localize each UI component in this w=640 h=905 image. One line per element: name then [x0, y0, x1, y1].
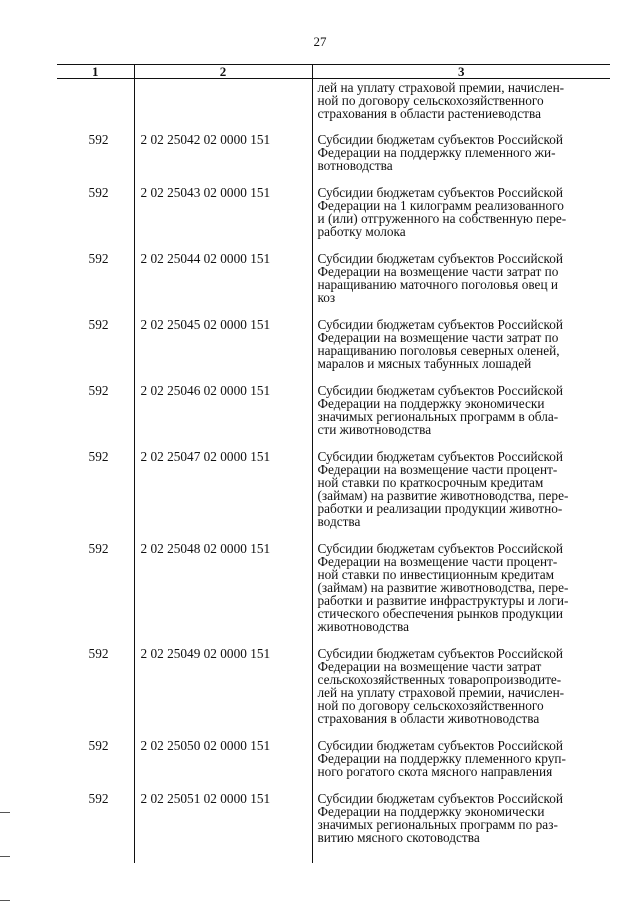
description-line: Субсидии бюджетам субъектов Российской	[317, 646, 564, 661]
continuation-code-cell	[57, 79, 134, 131]
description-line: значимых региональных программ в обла-	[317, 409, 559, 424]
description-line: ной ставки по краткосрочным кредитам	[317, 475, 544, 490]
table-row	[57, 315, 610, 381]
description-line: работки и реализации продукции животно-	[317, 501, 563, 516]
admin-code-cell: 592	[88, 132, 109, 147]
description-line: лей на уплату страховой премии, начислен-	[317, 685, 565, 700]
revenue-description-cell	[312, 315, 610, 381]
description-line: наращиванию поголовья северных оленей,	[317, 343, 560, 358]
description-line: маралов и мясных табунных лошадей	[317, 356, 532, 371]
column-header-3: 3	[312, 65, 610, 79]
description-line: сти животноводства	[317, 422, 432, 437]
description-line: Субсидии бюджетам субъектов Российской	[317, 541, 564, 556]
admin-code-cell: 592	[88, 185, 109, 200]
continuation-description	[312, 79, 610, 131]
description-line: сельскохозяйственных товаропроизводите-	[317, 672, 562, 687]
table-row	[57, 789, 610, 863]
description-line: работку молока	[317, 224, 406, 239]
budget-classification-code-cell: 2 02 25047 02 0000 151	[134, 447, 312, 539]
table-row	[57, 736, 610, 789]
description-line: значимых региональных программ по раз-	[317, 817, 558, 832]
budget-classification-code-cell: 2 02 25045 02 0000 151	[134, 315, 312, 381]
description-line: Федерации на возмещение части процент-	[317, 462, 558, 477]
table-row	[57, 130, 610, 183]
budget-classification-code-cell: 2 02 25044 02 0000 151	[134, 249, 312, 315]
description-line: Федерации на возмещение части затрат	[317, 659, 542, 674]
description-line: водства	[317, 514, 361, 529]
revenue-description-cell	[312, 381, 610, 447]
budget-classification-code-cell: 2 02 25051 02 0000 151	[134, 789, 312, 863]
revenue-description-cell	[312, 447, 610, 539]
description-line: Федерации на поддержку экономически	[317, 396, 545, 411]
description-line: Субсидии бюджетам субъектов Российской	[317, 738, 564, 753]
page-number: 27	[313, 34, 327, 49]
admin-code-cell: 592	[88, 251, 109, 266]
description-line: ной ставки по инвестиционным кредитам	[317, 567, 555, 582]
description-line: витию мясного скотоводства	[317, 830, 480, 845]
description-line: работки и развитие инфраструктуры и логи-	[317, 593, 569, 608]
continuation-row	[57, 79, 610, 131]
description-line: ного рогатого скота мясного направления	[317, 764, 553, 779]
admin-code-cell: 592	[88, 791, 109, 806]
description-line: страхования в области растениеводства	[317, 106, 542, 121]
revenue-description-cell	[312, 736, 610, 789]
revenue-description-cell	[312, 539, 610, 644]
description-line: Субсидии бюджетам субъектов Российской	[317, 383, 564, 398]
admin-code-cell: 592	[88, 646, 109, 661]
budget-classification-code-cell: 2 02 25050 02 0000 151	[134, 736, 312, 789]
description-line: Субсидии бюджетам субъектов Российской	[317, 251, 564, 266]
revenue-description-cell	[312, 789, 610, 863]
description-line: (займам) на развитие животноводства, пере-	[317, 580, 569, 595]
table-header-row	[57, 65, 610, 79]
scan-edge-marks	[0, 812, 12, 902]
description-line: наращиванию маточного поголовья овец и	[317, 277, 559, 292]
description-line: Федерации на 1 килограмм реализованного	[317, 198, 564, 213]
table-body	[57, 79, 610, 864]
revenue-description-cell	[312, 644, 610, 736]
description-line: коз	[317, 290, 336, 305]
budget-classification-code-cell: 2 02 25042 02 0000 151	[134, 130, 312, 183]
description-line: вотноводства	[317, 158, 393, 173]
description-line: и (или) отгруженного на собственную пере-	[317, 211, 567, 226]
budget-classification-code-cell: 2 02 25043 02 0000 151	[134, 183, 312, 249]
table-row	[57, 447, 610, 539]
budget-classification-code-cell: 2 02 25049 02 0000 151	[134, 644, 312, 736]
description-line: Федерации на поддержку племенного жи-	[317, 145, 556, 160]
admin-code-cell: 592	[88, 317, 109, 332]
revenue-description-cell	[312, 183, 610, 249]
description-line: Субсидии бюджетам субъектов Российской	[317, 185, 564, 200]
description-line: Федерации на поддержку экономически	[317, 804, 545, 819]
table-row	[57, 183, 610, 249]
budget-classification-code-cell: 2 02 25048 02 0000 151	[134, 539, 312, 644]
description-line: Федерации на возмещение части затрат по	[317, 330, 559, 345]
table-row	[57, 539, 610, 644]
admin-code-cell: 592	[88, 541, 109, 556]
table-row	[57, 644, 610, 736]
admin-code-cell: 592	[88, 738, 109, 753]
continuation-kbk-cell	[134, 79, 312, 131]
admin-code-cell: 592	[88, 449, 109, 464]
description-line: Федерации на возмещение части затрат по	[317, 264, 559, 279]
description-line: Субсидии бюджетам субъектов Российской	[317, 449, 564, 464]
description-line: Федерации на возмещение части процент-	[317, 554, 558, 569]
revenue-codes-table	[57, 64, 610, 863]
description-line: ной по договору сельскохозяйственного	[317, 698, 544, 713]
description-line: страхования в области животноводства	[317, 711, 540, 726]
description-line: лей на уплату страховой премии, начислен-	[317, 80, 565, 95]
admin-code-cell: 592	[88, 383, 109, 398]
column-header-2: 2	[134, 65, 312, 79]
column-header-1: 1	[57, 65, 134, 79]
description-line: (займам) на развитие животноводства, пере-	[317, 488, 569, 503]
description-line: Субсидии бюджетам субъектов Российской	[317, 132, 564, 147]
description-line: Субсидии бюджетам субъектов Российской	[317, 317, 564, 332]
description-line: животноводства	[317, 619, 409, 634]
description-line: Федерации на поддержку племенного круп-	[317, 751, 566, 766]
table-row	[57, 249, 610, 315]
budget-classification-code-cell: 2 02 25046 02 0000 151	[134, 381, 312, 447]
revenue-description-cell	[312, 130, 610, 183]
revenue-description-cell	[312, 249, 610, 315]
table-row	[57, 381, 610, 447]
description-line: стического обеспечения рынков продукции	[317, 606, 563, 621]
description-line: ной по договору сельскохозяйственного	[317, 93, 544, 108]
description-line: Субсидии бюджетам субъектов Российской	[317, 791, 564, 806]
